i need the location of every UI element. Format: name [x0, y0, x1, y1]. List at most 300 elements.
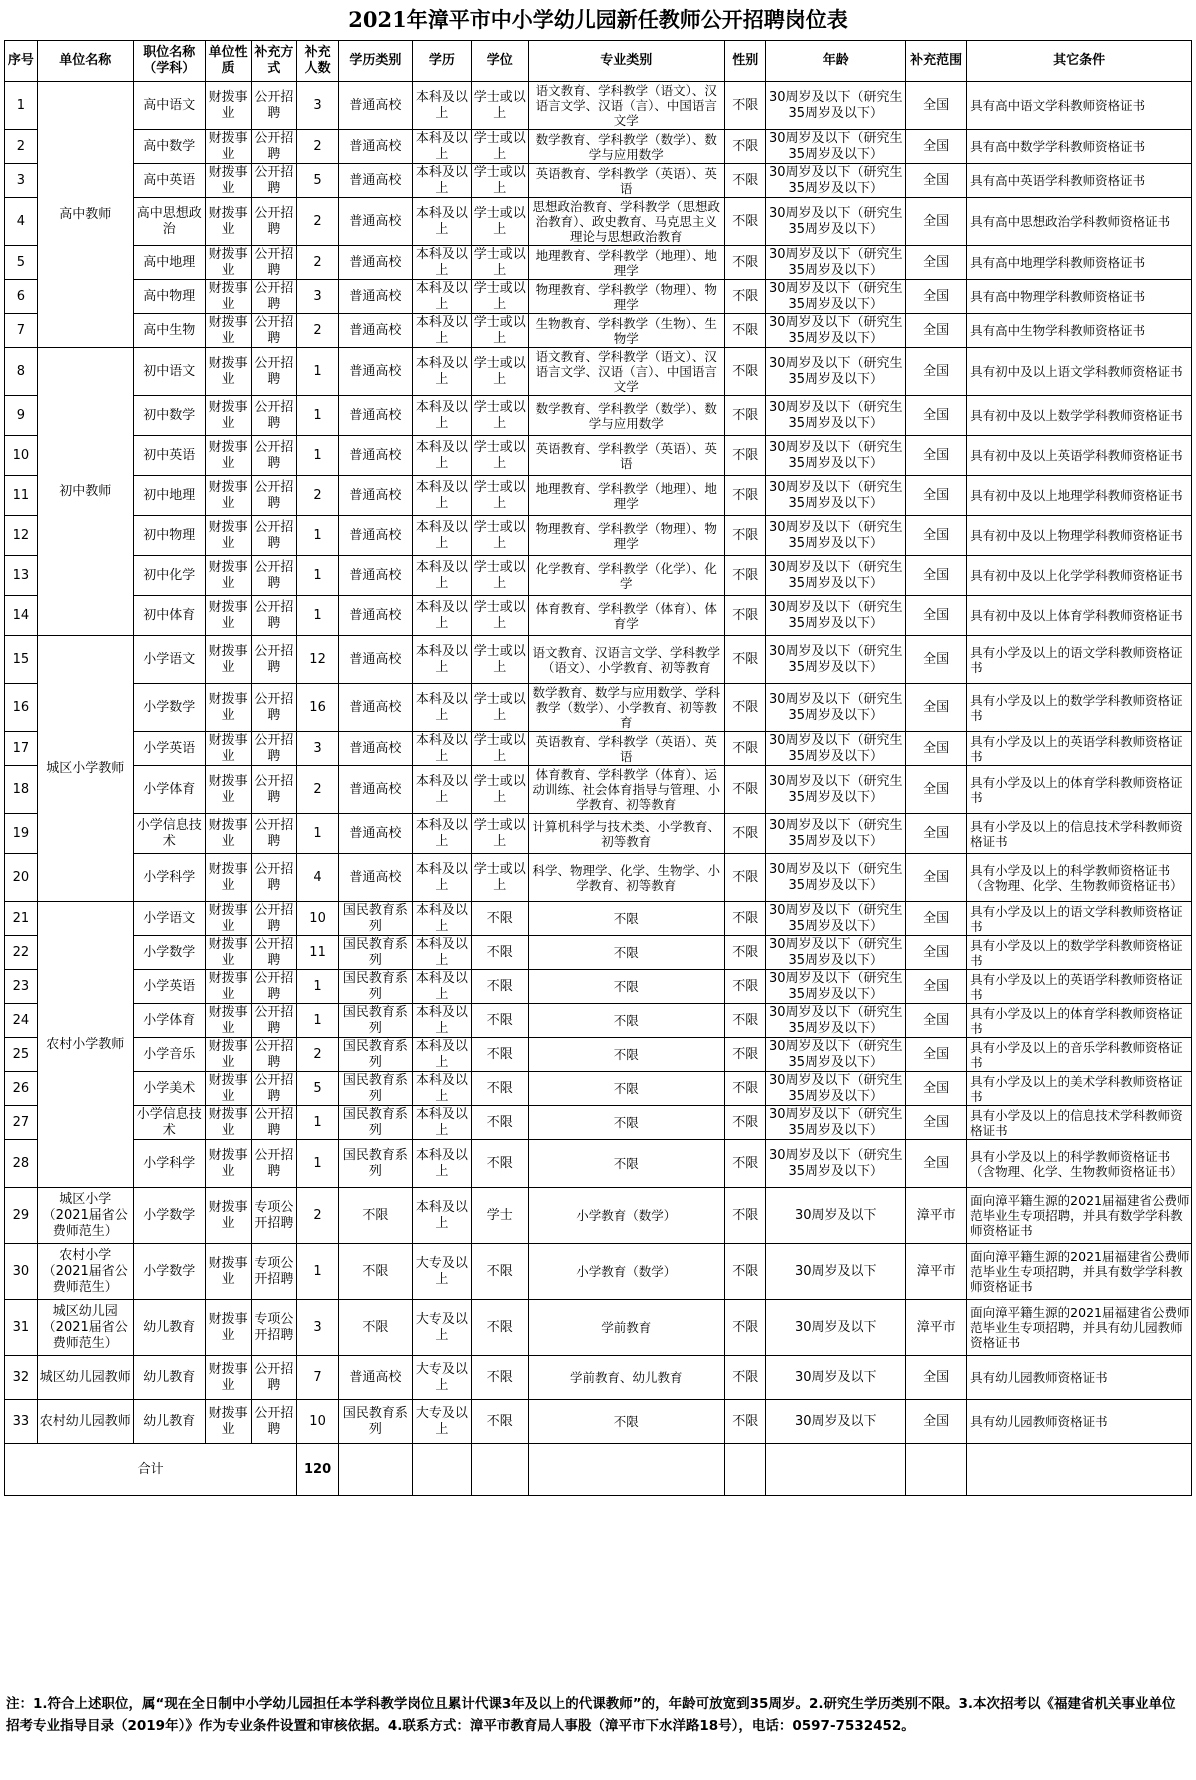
cell-pos: 小学美术 [133, 1072, 205, 1106]
cell-pos: 高中数学 [133, 130, 205, 164]
cell-scope: 全国 [906, 596, 967, 636]
cell-num: 1 [297, 348, 338, 396]
cell-nature: 财拨事业 [205, 766, 251, 814]
cell-sex: 不限 [724, 596, 765, 636]
cell-edu: 大专及以上 [412, 1300, 471, 1356]
cell-edu-type: 普通高校 [338, 198, 412, 246]
cell-no: 13 [5, 556, 38, 596]
cell-pos: 小学英语 [133, 732, 205, 766]
cell-sex: 不限 [724, 1356, 765, 1400]
cell-major: 不限 [528, 1004, 724, 1038]
cell-sex: 不限 [724, 1300, 765, 1356]
cell-other: 具有高中地理学科教师资格证书 [967, 246, 1192, 280]
table-row [5, 130, 1192, 164]
cell-pos: 高中英语 [133, 164, 205, 198]
cell-major: 学前教育、幼儿教育 [528, 1356, 724, 1400]
cell-other: 面向漳平籍生源的2021届福建省公费师范毕业生专项招聘，并具有数学学科教师资格证书 [967, 1244, 1192, 1300]
cell-edu-type: 不限 [338, 1188, 412, 1244]
cell-no: 23 [5, 970, 38, 1004]
cell-degree: 学士或以上 [471, 636, 528, 684]
cell-num: 4 [297, 854, 338, 902]
cell-method: 公开招聘 [251, 246, 297, 280]
cell-sex: 不限 [724, 476, 765, 516]
cell-degree: 学士或以上 [471, 130, 528, 164]
cell-no: 9 [5, 396, 38, 436]
cell-no: 30 [5, 1244, 38, 1300]
cell-no: 29 [5, 1188, 38, 1244]
cell-pos: 高中思想政治 [133, 198, 205, 246]
cell-edu: 大专及以上 [412, 1400, 471, 1444]
cell-edu-type: 普通高校 [338, 396, 412, 436]
cell-sex: 不限 [724, 396, 765, 436]
table-row [5, 1300, 1192, 1356]
cell-num: 3 [297, 732, 338, 766]
cell-edu: 本科及以上 [412, 1140, 471, 1188]
cell-age: 30周岁及以下（研究生35周岁及以下） [766, 970, 906, 1004]
cell-method: 专项公开招聘 [251, 1300, 297, 1356]
column-header: 学历 [412, 41, 471, 82]
cell-age: 30周岁及以下（研究生35周岁及以下） [766, 1038, 906, 1072]
cell-no: 18 [5, 766, 38, 814]
cell-num: 2 [297, 766, 338, 814]
cell-other: 具有初中及以上地理学科教师资格证书 [967, 476, 1192, 516]
cell-edu: 本科及以上 [412, 280, 471, 314]
cell-pos: 初中语文 [133, 348, 205, 396]
cell-degree: 不限 [471, 1244, 528, 1300]
cell-num: 10 [297, 1400, 338, 1444]
footnote: 注：1.符合上述职位，属“现在全日制中小学幼儿园担任本学科教学岗位且累计代课3年及以上的代课教师”的，年龄可放宽到35周岁。2.研究生学历类别不限。3.本次招考以《福建省机关事业单位招考专业指导目录（2019年）》作为专业条件设置和审核依据。4.联系方式：漳平市教育局人事股（漳平市下水洋路18号），电话：0597-7532452。 [6, 1696, 1176, 1734]
table-row [5, 732, 1192, 766]
column-header: 补充范围 [906, 41, 967, 82]
cell-major: 英语教育、学科教学（英语）、英语 [528, 164, 724, 198]
cell-edu: 本科及以上 [412, 82, 471, 130]
cell-scope: 漳平市 [906, 1300, 967, 1356]
cell-edu-type: 国民教育系列 [338, 1072, 412, 1106]
empty-cell [906, 1444, 967, 1496]
cell-major: 不限 [528, 936, 724, 970]
cell-other: 具有幼儿园教师资格证书 [967, 1356, 1192, 1400]
cell-edu: 本科及以上 [412, 348, 471, 396]
cell-edu: 本科及以上 [412, 902, 471, 936]
cell-num: 3 [297, 1300, 338, 1356]
table-row [5, 636, 1192, 684]
cell-major: 语文教育、学科教学（语文）、汉语言文学、汉语（言）、中国语言文学 [528, 348, 724, 396]
cell-num: 5 [297, 1072, 338, 1106]
table-row [5, 1038, 1192, 1072]
cell-edu: 本科及以上 [412, 198, 471, 246]
cell-other: 面向漳平籍生源的2021届福建省公费师范毕业生专项招聘，并具有幼儿园教师资格证书 [967, 1300, 1192, 1356]
cell-edu-type: 普通高校 [338, 314, 412, 348]
cell-method: 公开招聘 [251, 970, 297, 1004]
cell-no: 21 [5, 902, 38, 936]
table-row [5, 814, 1192, 854]
cell-scope: 全国 [906, 198, 967, 246]
cell-no: 31 [5, 1300, 38, 1356]
table-row [5, 280, 1192, 314]
cell-scope: 全国 [906, 1140, 967, 1188]
cell-edu: 本科及以上 [412, 636, 471, 684]
cell-method: 公开招聘 [251, 164, 297, 198]
cell-no: 24 [5, 1004, 38, 1038]
column-header: 单位名称 [37, 41, 133, 82]
cell-sex: 不限 [724, 684, 765, 732]
cell-pos: 小学数学 [133, 1244, 205, 1300]
cell-edu: 本科及以上 [412, 970, 471, 1004]
cell-major: 物理教育、学科教学（物理）、物理学 [528, 516, 724, 556]
cell-pos: 初中体育 [133, 596, 205, 636]
cell-method: 公开招聘 [251, 902, 297, 936]
cell-age: 30周岁及以下（研究生35周岁及以下） [766, 314, 906, 348]
cell-no: 12 [5, 516, 38, 556]
cell-no: 11 [5, 476, 38, 516]
cell-edu-type: 国民教育系列 [338, 902, 412, 936]
cell-age: 30周岁及以下（研究生35周岁及以下） [766, 596, 906, 636]
cell-scope: 全国 [906, 516, 967, 556]
cell-edu: 本科及以上 [412, 766, 471, 814]
cell-pos: 小学音乐 [133, 1038, 205, 1072]
cell-pos: 初中地理 [133, 476, 205, 516]
cell-sex: 不限 [724, 766, 765, 814]
cell-no: 15 [5, 636, 38, 684]
cell-no: 33 [5, 1400, 38, 1444]
cell-method: 公开招聘 [251, 396, 297, 436]
cell-age: 30周岁及以下（研究生35周岁及以下） [766, 732, 906, 766]
cell-edu-type: 普通高校 [338, 280, 412, 314]
cell-age: 30周岁及以下（研究生35周岁及以下） [766, 1072, 906, 1106]
cell-no: 2 [5, 130, 38, 164]
cell-scope: 全国 [906, 1356, 967, 1400]
cell-other: 具有小学及以上的英语学科教师资格证书 [967, 970, 1192, 1004]
cell-pos: 小学科学 [133, 854, 205, 902]
cell-nature: 财拨事业 [205, 902, 251, 936]
cell-edu: 本科及以上 [412, 1188, 471, 1244]
cell-method: 公开招聘 [251, 348, 297, 396]
cell-major: 数学教育、学科教学（数学）、数学与应用数学 [528, 130, 724, 164]
cell-num: 1 [297, 596, 338, 636]
cell-pos: 初中英语 [133, 436, 205, 476]
table-row [5, 556, 1192, 596]
cell-no: 32 [5, 1356, 38, 1400]
cell-no: 1 [5, 82, 38, 130]
cell-pos: 幼儿教育 [133, 1400, 205, 1444]
cell-edu: 本科及以上 [412, 164, 471, 198]
cell-age: 30周岁及以下（研究生35周岁及以下） [766, 198, 906, 246]
cell-degree: 学士或以上 [471, 596, 528, 636]
cell-edu: 本科及以上 [412, 246, 471, 280]
cell-degree: 不限 [471, 1038, 528, 1072]
cell-edu: 本科及以上 [412, 396, 471, 436]
cell-major: 小学教育（数学） [528, 1188, 724, 1244]
cell-age: 30周岁及以下（研究生35周岁及以下） [766, 902, 906, 936]
cell-age: 30周岁及以下（研究生35周岁及以下） [766, 684, 906, 732]
cell-sex: 不限 [724, 82, 765, 130]
cell-edu: 大专及以上 [412, 1356, 471, 1400]
cell-other: 具有小学及以上的语文学科教师资格证书 [967, 636, 1192, 684]
empty-cell [412, 1444, 471, 1496]
cell-unit-name: 城区幼儿园（2021届省公费师范生） [37, 1300, 133, 1356]
cell-edu: 本科及以上 [412, 130, 471, 164]
cell-other: 具有初中及以上数学学科教师资格证书 [967, 396, 1192, 436]
cell-scope: 全国 [906, 556, 967, 596]
cell-edu-type: 普通高校 [338, 766, 412, 814]
cell-pos: 小学语文 [133, 636, 205, 684]
cell-age: 30周岁及以下（研究生35周岁及以下） [766, 636, 906, 684]
cell-nature: 财拨事业 [205, 246, 251, 280]
cell-age: 30周岁及以下（研究生35周岁及以下） [766, 246, 906, 280]
cell-method: 公开招聘 [251, 1072, 297, 1106]
cell-unit-name: 农村小学（2021届省公费师范生） [37, 1244, 133, 1300]
table-row [5, 1188, 1192, 1244]
cell-degree: 不限 [471, 1004, 528, 1038]
cell-degree: 学士或以上 [471, 732, 528, 766]
cell-major: 数学教育、数学与应用数学、学科教学（数学）、小学教育、初等教育 [528, 684, 724, 732]
cell-sex: 不限 [724, 814, 765, 854]
cell-sex: 不限 [724, 1004, 765, 1038]
cell-age: 30周岁及以下（研究生35周岁及以下） [766, 82, 906, 130]
cell-method: 公开招聘 [251, 766, 297, 814]
table-body [5, 82, 1192, 1496]
cell-method: 公开招聘 [251, 814, 297, 854]
table-row [5, 970, 1192, 1004]
cell-method: 专项公开招聘 [251, 1244, 297, 1300]
cell-edu-type: 不限 [338, 1244, 412, 1300]
cell-nature: 财拨事业 [205, 970, 251, 1004]
cell-degree: 学士或以上 [471, 198, 528, 246]
cell-sex: 不限 [724, 1188, 765, 1244]
cell-no: 19 [5, 814, 38, 854]
table-row [5, 1140, 1192, 1188]
cell-age: 30周岁及以下（研究生35周岁及以下） [766, 396, 906, 436]
cell-age: 30周岁及以下 [766, 1188, 906, 1244]
cell-nature: 财拨事业 [205, 198, 251, 246]
cell-nature: 财拨事业 [205, 596, 251, 636]
cell-method: 公开招聘 [251, 1400, 297, 1444]
table-row [5, 684, 1192, 732]
cell-method: 专项公开招聘 [251, 1188, 297, 1244]
cell-unit-name: 农村幼儿园教师 [37, 1400, 133, 1444]
cell-scope: 全国 [906, 246, 967, 280]
cell-other: 具有小学及以上的英语学科教师资格证书 [967, 732, 1192, 766]
cell-major: 不限 [528, 1038, 724, 1072]
cell-edu: 本科及以上 [412, 684, 471, 732]
column-header: 序号 [5, 41, 38, 82]
cell-other: 具有幼儿园教师资格证书 [967, 1400, 1192, 1444]
cell-age: 30周岁及以下（研究生35周岁及以下） [766, 280, 906, 314]
cell-no: 14 [5, 596, 38, 636]
cell-degree: 学士或以上 [471, 314, 528, 348]
cell-edu: 本科及以上 [412, 936, 471, 970]
cell-pos: 小学体育 [133, 1004, 205, 1038]
cell-edu-type: 普通高校 [338, 476, 412, 516]
cell-sex: 不限 [724, 636, 765, 684]
cell-nature: 财拨事业 [205, 348, 251, 396]
cell-scope: 全国 [906, 732, 967, 766]
cell-edu-type: 国民教育系列 [338, 1140, 412, 1188]
cell-scope: 全国 [906, 348, 967, 396]
cell-sex: 不限 [724, 1400, 765, 1444]
table-row [5, 596, 1192, 636]
cell-edu-type: 国民教育系列 [338, 1004, 412, 1038]
cell-major: 不限 [528, 902, 724, 936]
cell-major: 语文教育、学科教学（语文）、汉语言文学、汉语（言）、中国语言文学 [528, 82, 724, 130]
cell-edu-type: 普通高校 [338, 348, 412, 396]
cell-major: 体育教育、学科教学（体育）、运动训练、社会体育指导与管理、小学教育、初等教育 [528, 766, 724, 814]
cell-method: 公开招聘 [251, 936, 297, 970]
cell-edu-type: 国民教育系列 [338, 1400, 412, 1444]
cell-scope: 全国 [906, 1400, 967, 1444]
cell-num: 1 [297, 1244, 338, 1300]
cell-method: 公开招聘 [251, 854, 297, 902]
cell-age: 30周岁及以下（研究生35周岁及以下） [766, 1140, 906, 1188]
cell-edu: 本科及以上 [412, 556, 471, 596]
cell-num: 3 [297, 82, 338, 130]
cell-other: 具有小学及以上的体育学科教师资格证书 [967, 766, 1192, 814]
table-row [5, 396, 1192, 436]
cell-other: 具有小学及以上的科学教师资格证书（含物理、化学、生物教师资格证书） [967, 1140, 1192, 1188]
cell-scope: 全国 [906, 902, 967, 936]
cell-nature: 财拨事业 [205, 1072, 251, 1106]
cell-method: 公开招聘 [251, 1004, 297, 1038]
cell-age: 30周岁及以下（研究生35周岁及以下） [766, 348, 906, 396]
cell-scope: 全国 [906, 936, 967, 970]
table-row [5, 1004, 1192, 1038]
cell-edu: 本科及以上 [412, 314, 471, 348]
cell-age: 30周岁及以下（研究生35周岁及以下） [766, 436, 906, 476]
cell-age: 30周岁及以下（研究生35周岁及以下） [766, 130, 906, 164]
total-value: 120 [297, 1444, 338, 1496]
cell-degree: 不限 [471, 1140, 528, 1188]
cell-method: 公开招聘 [251, 436, 297, 476]
cell-no: 10 [5, 436, 38, 476]
table-row [5, 436, 1192, 476]
cell-sex: 不限 [724, 1038, 765, 1072]
cell-method: 公开招聘 [251, 684, 297, 732]
cell-age: 30周岁及以下（研究生35周岁及以下） [766, 516, 906, 556]
column-header: 其它条件 [967, 41, 1192, 82]
cell-num: 1 [297, 970, 338, 1004]
cell-pos: 小学体育 [133, 766, 205, 814]
cell-degree: 学士或以上 [471, 556, 528, 596]
cell-age: 30周岁及以下（研究生35周岁及以下） [766, 164, 906, 198]
cell-no: 25 [5, 1038, 38, 1072]
cell-other: 具有高中生物学科教师资格证书 [967, 314, 1192, 348]
cell-edu: 本科及以上 [412, 1038, 471, 1072]
cell-no: 3 [5, 164, 38, 198]
cell-nature: 财拨事业 [205, 936, 251, 970]
cell-degree: 学士或以上 [471, 246, 528, 280]
cell-unit-name: 城区小学（2021届省公费师范生） [37, 1188, 133, 1244]
column-header: 学历类别 [338, 41, 412, 82]
column-header: 性别 [724, 41, 765, 82]
cell-edu: 本科及以上 [412, 732, 471, 766]
cell-major: 不限 [528, 1400, 724, 1444]
cell-no: 6 [5, 280, 38, 314]
cell-edu-type: 普通高校 [338, 596, 412, 636]
cell-degree: 学士或以上 [471, 348, 528, 396]
cell-num: 2 [297, 476, 338, 516]
cell-edu-type: 普通高校 [338, 556, 412, 596]
cell-other: 具有小学及以上的语文学科教师资格证书 [967, 902, 1192, 936]
cell-degree: 不限 [471, 1072, 528, 1106]
cell-edu-type: 不限 [338, 1300, 412, 1356]
cell-degree: 学士或以上 [471, 766, 528, 814]
cell-num: 3 [297, 280, 338, 314]
cell-pos: 幼儿教育 [133, 1300, 205, 1356]
cell-unit-name: 初中教师 [37, 348, 133, 636]
cell-age: 30周岁及以下（研究生35周岁及以下） [766, 854, 906, 902]
column-header: 单位性质 [205, 41, 251, 82]
cell-major: 计算机科学与技术类、小学教育、初等教育 [528, 814, 724, 854]
cell-edu-type: 普通高校 [338, 130, 412, 164]
cell-pos: 小学数学 [133, 936, 205, 970]
cell-num: 1 [297, 436, 338, 476]
cell-edu: 本科及以上 [412, 436, 471, 476]
cell-degree: 不限 [471, 1400, 528, 1444]
cell-sex: 不限 [724, 1072, 765, 1106]
table-row [5, 1400, 1192, 1444]
cell-other: 具有小学及以上的科学教师资格证书（含物理、化学、生物教师资格证书） [967, 854, 1192, 902]
cell-edu-type: 国民教育系列 [338, 936, 412, 970]
table-row [5, 1356, 1192, 1400]
cell-sex: 不限 [724, 732, 765, 766]
cell-num: 5 [297, 164, 338, 198]
cell-age: 30周岁及以下（研究生35周岁及以下） [766, 1004, 906, 1038]
cell-method: 公开招聘 [251, 636, 297, 684]
cell-pos: 高中语文 [133, 82, 205, 130]
cell-edu: 本科及以上 [412, 516, 471, 556]
cell-edu: 本科及以上 [412, 814, 471, 854]
cell-scope: 全国 [906, 854, 967, 902]
cell-major: 不限 [528, 970, 724, 1004]
cell-sex: 不限 [724, 516, 765, 556]
cell-scope: 全国 [906, 1038, 967, 1072]
cell-sex: 不限 [724, 246, 765, 280]
cell-edu-type: 普通高校 [338, 246, 412, 280]
table-header-row [5, 41, 1192, 82]
cell-edu-type: 普通高校 [338, 1356, 412, 1400]
cell-degree: 学士或以上 [471, 684, 528, 732]
column-header: 职位名称（学科） [133, 41, 205, 82]
cell-num: 2 [297, 246, 338, 280]
column-header: 补充人数 [297, 41, 338, 82]
cell-pos: 初中化学 [133, 556, 205, 596]
cell-unit-name: 城区幼儿园教师 [37, 1356, 133, 1400]
cell-age: 30周岁及以下 [766, 1300, 906, 1356]
cell-scope: 全国 [906, 164, 967, 198]
cell-nature: 财拨事业 [205, 1140, 251, 1188]
cell-major: 地理教育、学科教学（地理）、地理学 [528, 246, 724, 280]
empty-cell [338, 1444, 412, 1496]
cell-pos: 小学语文 [133, 902, 205, 936]
column-header: 年龄 [766, 41, 906, 82]
cell-other: 面向漳平籍生源的2021届福建省公费师范毕业生专项招聘，并具有数学学科教师资格证书 [967, 1188, 1192, 1244]
cell-num: 7 [297, 1356, 338, 1400]
cell-degree: 学士 [471, 1188, 528, 1244]
cell-degree: 不限 [471, 970, 528, 1004]
cell-edu-type: 普通高校 [338, 732, 412, 766]
table-row [5, 476, 1192, 516]
cell-major: 英语教育、学科教学（英语）、英语 [528, 732, 724, 766]
cell-pos: 幼儿教育 [133, 1356, 205, 1400]
cell-scope: 全国 [906, 314, 967, 348]
cell-method: 公开招聘 [251, 1106, 297, 1140]
cell-sex: 不限 [724, 198, 765, 246]
cell-edu-type: 国民教育系列 [338, 1038, 412, 1072]
cell-scope: 全国 [906, 1072, 967, 1106]
cell-edu: 本科及以上 [412, 476, 471, 516]
cell-scope: 全国 [906, 1106, 967, 1140]
cell-nature: 财拨事业 [205, 516, 251, 556]
